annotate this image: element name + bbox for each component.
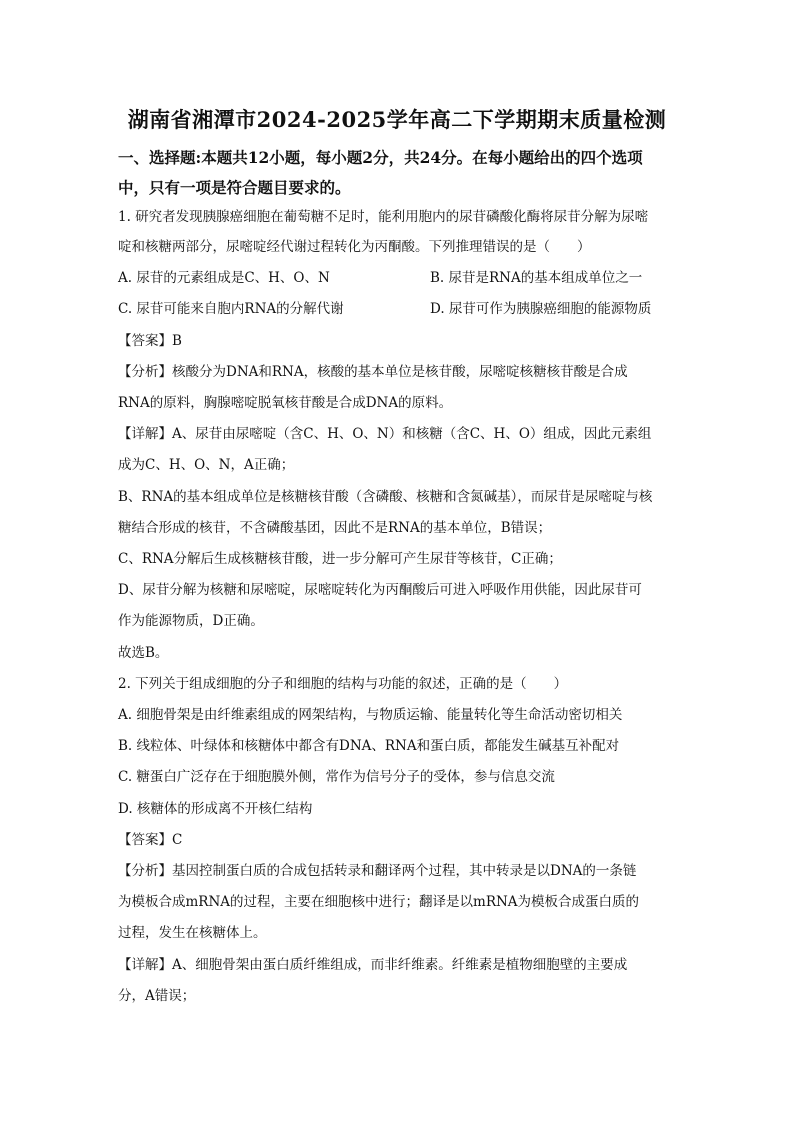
q2-analysis-line-1: 【分析】基因控制蛋白质的合成包括转录和翻译两个过程，其中转录是以DNA的一条链 [118, 863, 637, 879]
q1-detail-line-1: 【详解】A、尿苷由尿嘧啶（含C、H、O、N）和核糖（含C、H、O）组成，因此元素组 [118, 426, 652, 442]
q1-option-c: C. 尿苷可能来自胞内RNA的分解代谢 [118, 301, 344, 317]
q1-conclusion: 故选B。 [118, 645, 169, 661]
document-title: 湖南省湘潭市2024-2025学年高二下学期期末质量检测 [127, 107, 667, 132]
q1-analysis-line-1: 【分析】核酸分为DNA和RNA，核酸的基本单位是核苷酸，尿嘧啶核糖核苷酸是合成 [118, 364, 628, 380]
q2-option-d: D. 核糖体的形成离不开核仁结构 [118, 801, 313, 817]
q2-detail-line-1: 【详解】A、细胞骨架由蛋白质纤维组成，而非纤维素。纤维素是植物细胞壁的主要成 [118, 957, 628, 973]
section-heading-line-1: 一、选择题:本题共12小题，每小题2分，共24分。在每小题给出的四个选项 [118, 148, 643, 167]
q1-detail-line-7: 作为能源物质，D正确。 [118, 613, 264, 629]
q1-detail-line-5: C、RNA分解后生成核糖核苷酸，进一步分解可产生尿苷等核苷，C正确； [118, 551, 562, 567]
q1-detail-line-4: 糖结合形成的核苷，不含磷酸基团，因此不是RNA的基本单位，B错误； [118, 520, 552, 536]
q1-stem-line-1: 1. 研究者发现胰腺癌细胞在葡萄糖不足时，能利用胞内的尿苷磷酸化酶将尿苷分解为尿嘧 [118, 209, 649, 225]
q1-answer: 【答案】B [118, 333, 182, 349]
q2-analysis-line-3: 过程，发生在核糖体上。 [118, 925, 267, 941]
q2-stem: 2. 下列关于组成细胞的分子和细胞的结构与功能的叙述，正确的是（ ） [118, 676, 568, 692]
q2-option-b: B. 线粒体、叶绿体和核糖体中都含有DNA、RNA和蛋白质，都能发生碱基互补配对 [118, 738, 620, 754]
q1-option-a: A. 尿苷的元素组成是C、H、O、N [118, 270, 330, 286]
q2-analysis-line-2: 为模板合成mRNA的过程，主要在细胞核中进行；翻译是以mRNA为模板合成蛋白质的 [118, 894, 640, 910]
q2-detail-line-2: 分，A错误； [118, 988, 196, 1004]
q1-option-b: B. 尿苷是RNA的基本组成单位之一 [430, 270, 643, 286]
section-heading-line-2: 中，只有一项是符合题目要求的。 [118, 178, 351, 197]
q1-detail-line-3: B、RNA的基本组成单位是核糖核苷酸（含磷酸、核糖和含氮碱基），而尿苷是尿嘧啶与核 [118, 489, 653, 505]
q2-answer: 【答案】C [118, 832, 183, 848]
q1-detail-line-2: 成为C、H、O、N，A正确； [118, 457, 295, 473]
q1-stem-line-2: 啶和核糖两部分，尿嘧啶经代谢过程转化为丙酮酸。下列推理错误的是（ ） [118, 239, 591, 255]
q1-detail-line-6: D、尿苷分解为核糖和尿嘧啶，尿嘧啶转化为丙酮酸后可进入呼吸作用供能，因此尿苷可 [118, 582, 642, 598]
q1-analysis-line-2: RNA的原料，胸腺嘧啶脱氧核苷酸是合成DNA的原料。 [118, 395, 453, 411]
q1-option-d: D. 尿苷可作为胰腺癌细胞的能源物质 [430, 301, 652, 317]
q2-option-a: A. 细胞骨架是由纤维素组成的网架结构，与物质运输、能量转化等生命活动密切相关 [118, 707, 623, 723]
section-heading [118, 143, 690, 203]
q2-option-c: C. 糖蛋白广泛存在于细胞膜外侧，常作为信号分子的受体，参与信息交流 [118, 769, 555, 785]
